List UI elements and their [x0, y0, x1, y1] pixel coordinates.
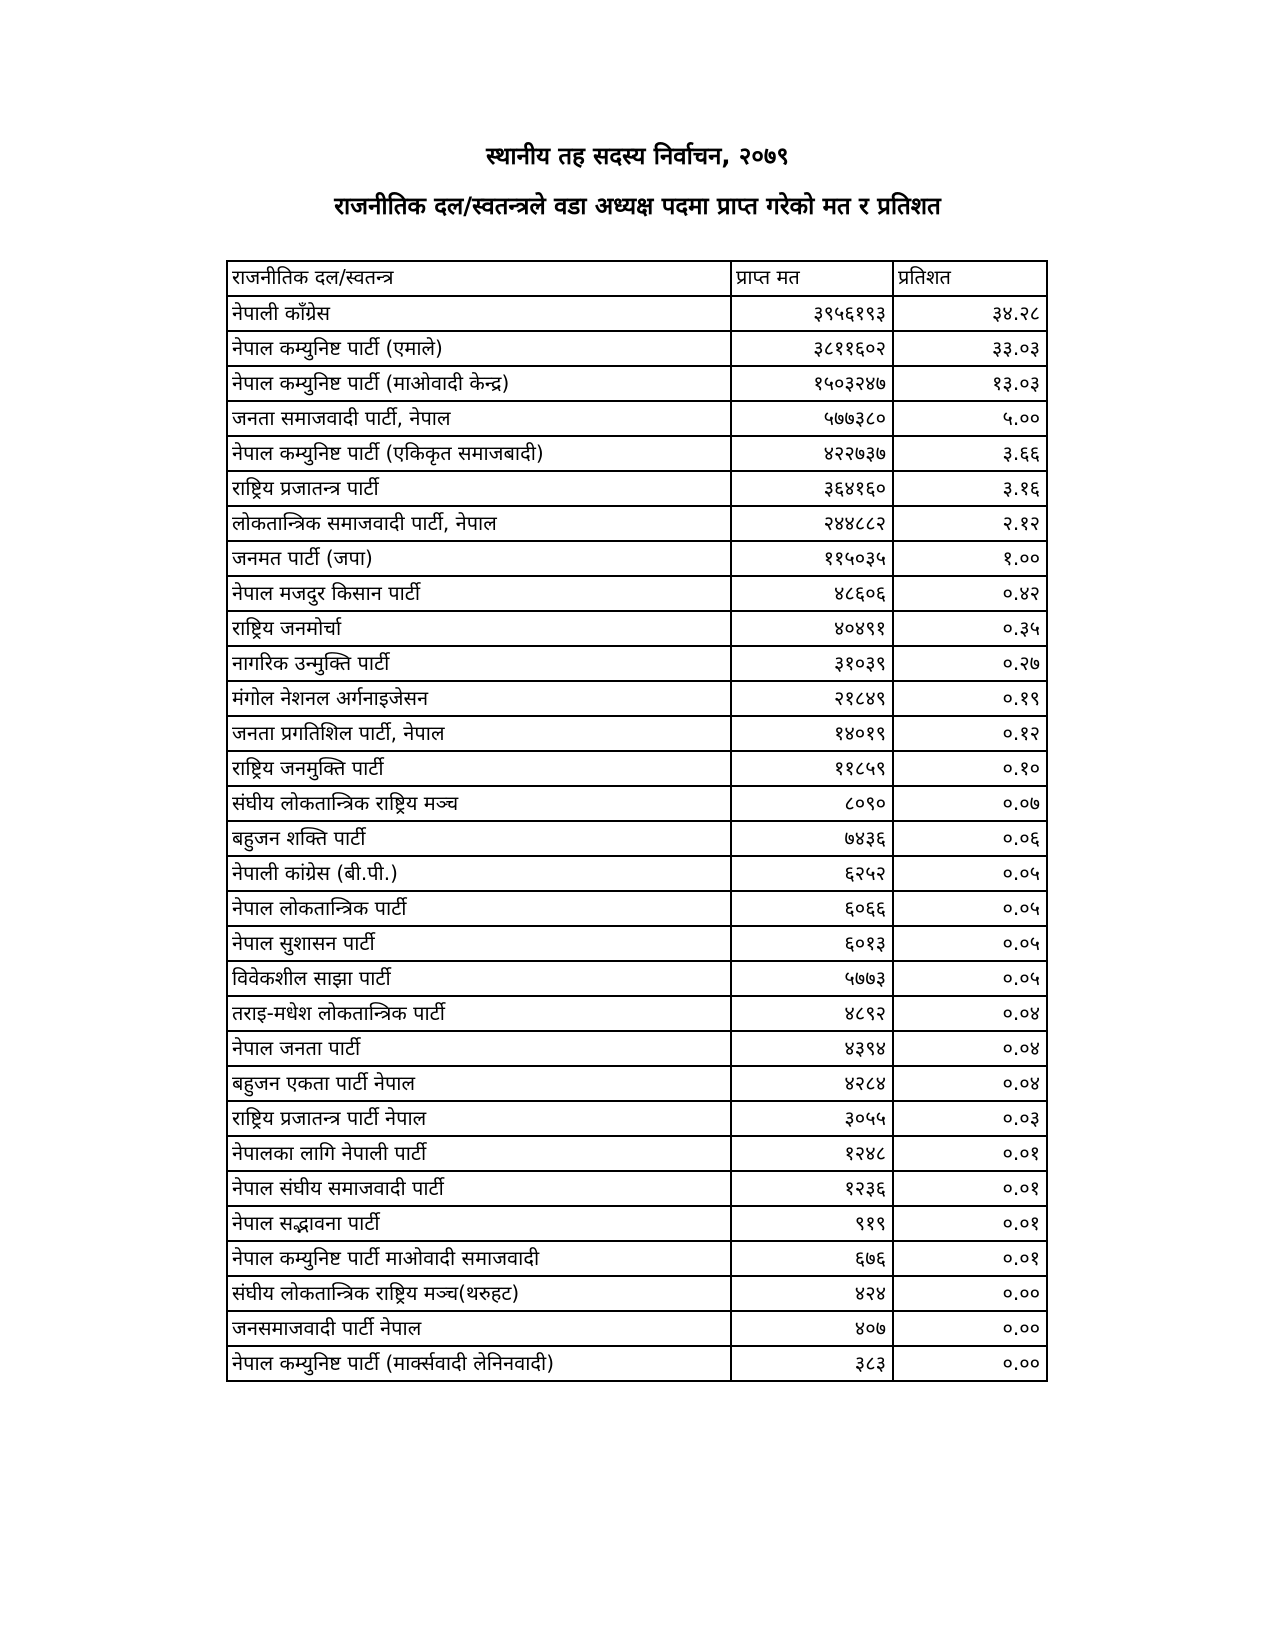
votes-cell: ८०९०: [731, 786, 893, 821]
party-name-cell: विवेकशील साझा पार्टी: [227, 961, 731, 996]
votes-cell: २१८४९: [731, 681, 893, 716]
party-name-cell: नेपाल सद्भावना पार्टी: [227, 1206, 731, 1241]
percent-cell: ०.०५: [893, 891, 1047, 926]
party-name-cell: नेपाल कम्युनिष्ट पार्टी (एमाले): [227, 331, 731, 366]
percent-cell: ०.०४: [893, 996, 1047, 1031]
votes-cell: १२४८: [731, 1136, 893, 1171]
table-row: [227, 296, 1047, 331]
party-name-cell: नेपाली काँग्रेस: [227, 296, 731, 331]
percent-cell: ३३.०३: [893, 331, 1047, 366]
table-row: [227, 1311, 1047, 1346]
percent-cell: ०.००: [893, 1311, 1047, 1346]
table-row: [227, 1346, 1047, 1381]
table-header-row: [227, 261, 1047, 296]
page-title: स्थानीय तह सदस्य निर्वाचन, २०७९: [486, 142, 789, 170]
party-name-cell: नेपाल मजदुर किसान पार्टी: [227, 576, 731, 611]
percent-cell: ०.०७: [893, 786, 1047, 821]
percent-cell: ०.०४: [893, 1031, 1047, 1066]
table-row: [227, 891, 1047, 926]
percent-cell: ०.००: [893, 1346, 1047, 1381]
percent-cell: ३४.२८: [893, 296, 1047, 331]
votes-cell: ४२४: [731, 1276, 893, 1311]
percent-cell: ०.१९: [893, 681, 1047, 716]
votes-cell: ४०४९१: [731, 611, 893, 646]
party-name-cell: मंगोल नेशनल अर्गनाइजेसन: [227, 681, 731, 716]
votes-cell: ६२५२: [731, 856, 893, 891]
percent-cell: ०.३५: [893, 611, 1047, 646]
table-row: [227, 331, 1047, 366]
votes-cell: ६७६: [731, 1241, 893, 1276]
percent-cell: १३.०३: [893, 366, 1047, 401]
votes-cell: ३९५६१९३: [731, 296, 893, 331]
party-name-cell: नेपाल कम्युनिष्ट पार्टी (मार्क्सवादी लेनिनवादी): [227, 1346, 731, 1381]
party-name-cell: नेपालका लागि नेपाली पार्टी: [227, 1136, 731, 1171]
table-row: [227, 366, 1047, 401]
percent-cell: ३.६६: [893, 436, 1047, 471]
table-row: [227, 1066, 1047, 1101]
percent-cell: २.१२: [893, 506, 1047, 541]
votes-cell: ३६४१६०: [731, 471, 893, 506]
votes-cell: २४४८८२: [731, 506, 893, 541]
percent-cell: ०.२७: [893, 646, 1047, 681]
percent-cell: ५.००: [893, 401, 1047, 436]
table-row: [227, 1031, 1047, 1066]
table-row: [227, 821, 1047, 856]
table-row: [227, 926, 1047, 961]
party-name-cell: जनता समाजवादी पार्टी, नेपाल: [227, 401, 731, 436]
table-row: [227, 611, 1047, 646]
table-body: [227, 296, 1047, 1381]
votes-cell: ७४३६: [731, 821, 893, 856]
votes-cell: ४२२७३७: [731, 436, 893, 471]
votes-cell: ४०७: [731, 1311, 893, 1346]
party-name-cell: तराइ-मधेश लोकतान्त्रिक पार्टी: [227, 996, 731, 1031]
party-name-cell: जनता प्रगतिशिल पार्टी, नेपाल: [227, 716, 731, 751]
party-name-cell: नेपाल कम्युनिष्ट पार्टी माओवादी समाजवादी: [227, 1241, 731, 1276]
table-row: [227, 681, 1047, 716]
results-table: [226, 260, 1048, 1382]
percent-cell: ०.०६: [893, 821, 1047, 856]
party-name-cell: बहुजन शक्ति पार्टी: [227, 821, 731, 856]
party-name-cell: जनमत पार्टी (जपा): [227, 541, 731, 576]
party-name-cell: नेपाल जनता पार्टी: [227, 1031, 731, 1066]
percent-cell: ०.०५: [893, 961, 1047, 996]
votes-cell: ४२८४: [731, 1066, 893, 1101]
party-name-cell: संघीय लोकतान्त्रिक राष्ट्रिय मञ्च: [227, 786, 731, 821]
percent-cell: ०.०१: [893, 1241, 1047, 1276]
percent-cell: ०.०१: [893, 1171, 1047, 1206]
percent-cell: ०.०१: [893, 1206, 1047, 1241]
table-row: [227, 1276, 1047, 1311]
table-row: [227, 576, 1047, 611]
party-name-cell: जनसमाजवादी पार्टी नेपाल: [227, 1311, 731, 1346]
votes-cell: १२३६: [731, 1171, 893, 1206]
header-percent: प्रतिशत: [893, 261, 1047, 296]
table-row: [227, 961, 1047, 996]
party-name-cell: राष्ट्रिय प्रजातन्त्र पार्टी नेपाल: [227, 1101, 731, 1136]
percent-cell: ०.०५: [893, 926, 1047, 961]
party-name-cell: लोकतान्त्रिक समाजवादी पार्टी, नेपाल: [227, 506, 731, 541]
percent-cell: १.००: [893, 541, 1047, 576]
percent-cell: ०.००: [893, 1276, 1047, 1311]
party-name-cell: नेपाल कम्युनिष्ट पार्टी (माओवादी केन्द्र): [227, 366, 731, 401]
percent-cell: ०.०१: [893, 1136, 1047, 1171]
votes-cell: ५७७३: [731, 961, 893, 996]
votes-cell: ११८५९: [731, 751, 893, 786]
votes-cell: ३०५५: [731, 1101, 893, 1136]
votes-cell: ३८३: [731, 1346, 893, 1381]
percent-cell: ०.४२: [893, 576, 1047, 611]
votes-cell: ४३९४: [731, 1031, 893, 1066]
table-row: [227, 1136, 1047, 1171]
percent-cell: ०.१०: [893, 751, 1047, 786]
table-row: [227, 1241, 1047, 1276]
votes-cell: ६०६६: [731, 891, 893, 926]
percent-cell: ०.०४: [893, 1066, 1047, 1101]
party-name-cell: राष्ट्रिय प्रजातन्त्र पार्टी: [227, 471, 731, 506]
votes-cell: ३१०३९: [731, 646, 893, 681]
party-name-cell: बहुजन एकता पार्टी नेपाल: [227, 1066, 731, 1101]
votes-cell: ९१९: [731, 1206, 893, 1241]
votes-cell: ५७७३८०: [731, 401, 893, 436]
party-name-cell: नेपाल सुशासन पार्टी: [227, 926, 731, 961]
percent-cell: ०.०३: [893, 1101, 1047, 1136]
votes-cell: ६०१३: [731, 926, 893, 961]
page-subtitle: राजनीतिक दल/स्वतन्त्रले वडा अध्यक्ष पदमा प्राप्त गरेको मत र प्रतिशत: [334, 192, 941, 220]
table-row: [227, 996, 1047, 1031]
table-row: [227, 751, 1047, 786]
party-name-cell: नेपाल लोकतान्त्रिक पार्टी: [227, 891, 731, 926]
table-row: [227, 856, 1047, 891]
party-name-cell: राष्ट्रिय जनमुक्ति पार्टी: [227, 751, 731, 786]
table-row: [227, 471, 1047, 506]
percent-cell: ०.१२: [893, 716, 1047, 751]
votes-cell: १५०३२४७: [731, 366, 893, 401]
table-row: [227, 1171, 1047, 1206]
votes-cell: ११५०३५: [731, 541, 893, 576]
percent-cell: ३.१६: [893, 471, 1047, 506]
table-row: [227, 1206, 1047, 1241]
table-row: [227, 401, 1047, 436]
party-name-cell: नेपाली कांग्रेस (बी.पी.): [227, 856, 731, 891]
table-row: [227, 646, 1047, 681]
party-name-cell: संघीय लोकतान्त्रिक राष्ट्रिय मञ्च(थरुहट): [227, 1276, 731, 1311]
votes-cell: ४८६०६: [731, 576, 893, 611]
party-name-cell: नेपाल संघीय समाजवादी पार्टी: [227, 1171, 731, 1206]
table-row: [227, 786, 1047, 821]
table-row: [227, 1101, 1047, 1136]
votes-cell: ३८११६०२: [731, 331, 893, 366]
votes-cell: १४०१९: [731, 716, 893, 751]
header-party: राजनीतिक दल/स्वतन्त्र: [227, 261, 731, 296]
table-row: [227, 716, 1047, 751]
party-name-cell: नेपाल कम्युनिष्ट पार्टी (एकिकृत समाजबादी): [227, 436, 731, 471]
party-name-cell: नागरिक उन्मुक्ति पार्टी: [227, 646, 731, 681]
table-row: [227, 506, 1047, 541]
table-row: [227, 436, 1047, 471]
votes-cell: ४८९२: [731, 996, 893, 1031]
percent-cell: ०.०५: [893, 856, 1047, 891]
party-name-cell: राष्ट्रिय जनमोर्चा: [227, 611, 731, 646]
header-votes: प्राप्त मत: [731, 261, 893, 296]
table-row: [227, 541, 1047, 576]
